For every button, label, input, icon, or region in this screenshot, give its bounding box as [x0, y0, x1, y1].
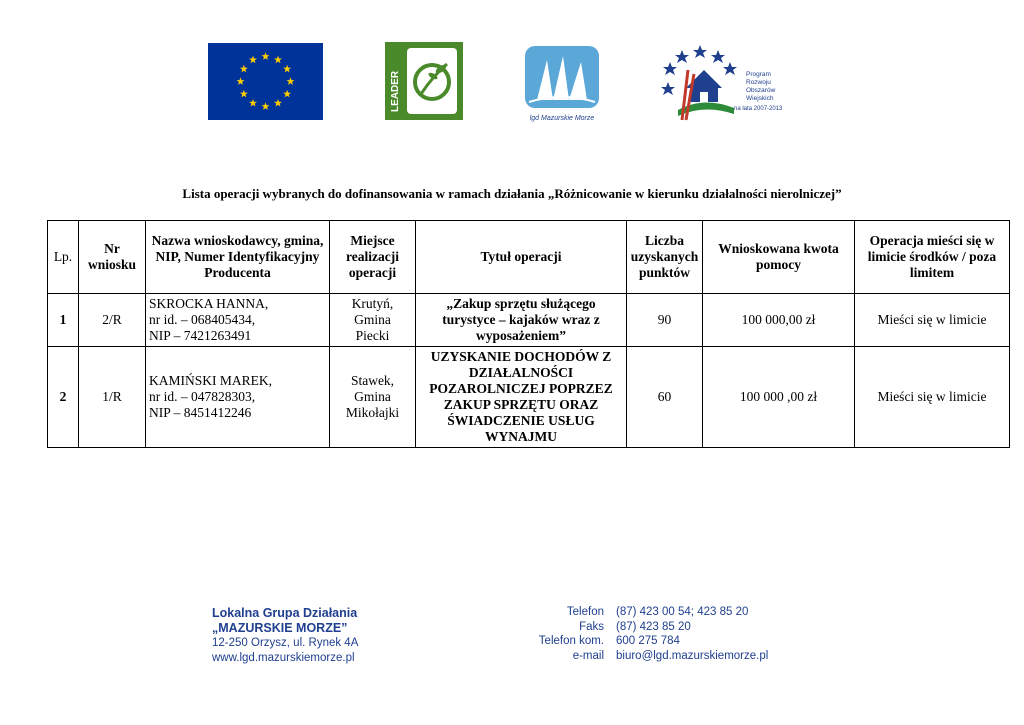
header-tytul: Tytuł operacji	[416, 221, 627, 294]
eu-star-icon	[249, 99, 257, 107]
cell-lp: 1	[48, 294, 79, 347]
eu-star-icon	[287, 77, 295, 85]
contact-row	[520, 605, 768, 620]
table-row	[48, 294, 1010, 347]
contact-value: (87) 423 00 54; 423 85 20	[616, 606, 749, 618]
eu-stars-icon	[208, 43, 323, 120]
contact-label: Telefon	[566, 606, 604, 618]
name-line: KAMIŃSKI MAREK,	[149, 373, 273, 388]
place-line: Mikołajki	[345, 405, 400, 420]
eu-star-icon	[240, 90, 248, 98]
cell-op-title: „Zakup sprzętu służącego turystyce – kajaków wraz z wyposażeniem”	[416, 294, 627, 347]
eu-star-icon	[237, 77, 245, 85]
eu-star-icon	[262, 102, 270, 110]
lgd-logo-text: lgd Mazurskie Morze	[529, 115, 595, 122]
footer-organization	[212, 606, 358, 666]
table-row	[48, 347, 1010, 448]
cell-place	[330, 294, 416, 347]
org-name: Lokalna Grupa Działania	[212, 606, 358, 620]
logo-bar	[0, 40, 1024, 122]
eu-star-icon	[274, 99, 282, 107]
footer-contacts	[520, 605, 768, 663]
header-punkty: Liczba uzyskanych punktów	[627, 221, 703, 294]
cell-lp: 2	[48, 347, 79, 448]
cell-limit: Mieści się w limicie	[855, 347, 1010, 448]
header-miejsce: Miejsce realizacji operacji	[330, 221, 416, 294]
prow-text-1: Program	[746, 71, 771, 78]
cell-amount: 100 000 ,00 zł	[703, 347, 855, 448]
eu-star-icon	[283, 65, 291, 73]
nip-line: NIP – 7421263491	[149, 328, 252, 343]
contact-row	[520, 620, 768, 635]
org-website: www.lgd.mazurskiemorze.pl	[212, 652, 355, 664]
nip-line: NIP – 8451412246	[149, 405, 252, 420]
page-title: Lista operacji wybranych do dofinansowania w ramach działania „Różnicowanie w kierunku działalności nierolniczej”	[182, 186, 842, 201]
prow-text-5: na lata 2007-2013	[734, 106, 783, 112]
id-line: nr id. – 068405434,	[149, 312, 256, 327]
prow-text-4: Wiejskich	[746, 95, 774, 102]
leader-text: LEADER	[390, 70, 401, 112]
cell-amount: 100 000,00 zł	[703, 294, 855, 347]
table-header-row	[48, 221, 1010, 294]
place-line: Gmina	[354, 312, 391, 327]
cell-nr: 1/R	[79, 347, 146, 448]
cell-op-title: UZYSKANIE DOCHODÓW Z DZIAŁALNOŚCI POZAROLNICZEJ POPRZEZ ZAKUP SPRZĘTU ORAZ ŚWIADCZENIE USŁUG WYNAJMU	[416, 347, 627, 448]
header-nazwa: Nazwa wnioskodawcy, gmina, NIP, Numer Identyfikacyjny Producenta	[146, 221, 330, 294]
cell-name	[146, 294, 330, 347]
eu-star-icon	[274, 56, 282, 64]
eu-star-icon	[262, 52, 270, 60]
contact-value: (87) 423 85 20	[616, 620, 691, 633]
prow-text-3: Obszarów	[746, 87, 776, 94]
cell-nr: 2/R	[79, 294, 146, 347]
prow-text-2: Rozwoju	[746, 79, 771, 86]
eu-star-icon	[240, 65, 248, 73]
contact-value: 600 275 784	[616, 635, 680, 647]
prow-logo	[660, 40, 790, 122]
cell-place	[330, 347, 416, 448]
cell-points: 60	[627, 347, 703, 448]
id-line: nr id. – 047828303,	[149, 389, 256, 404]
operations-table	[47, 220, 1010, 448]
header-limit: Operacja mieści się w limicie środków / poza limitem	[855, 221, 1010, 294]
cell-limit: Mieści się w limicie	[855, 294, 1010, 347]
header-kwota: Wnioskowana kwota pomocy	[703, 221, 855, 294]
name-line: SKROCKA HANNA,	[149, 296, 269, 311]
leader-logo	[385, 42, 463, 120]
contact-label: Telefon kom.	[538, 635, 604, 647]
contact-value: biuro@lgd.mazurskiemorze.pl	[616, 649, 769, 662]
org-name-quoted: „MAZURSKIE MORZE”	[212, 621, 348, 635]
eu-star-icon	[283, 90, 291, 98]
eu-star-icon	[249, 56, 257, 64]
header-lp: Lp.	[48, 221, 79, 294]
place-line: Piecki	[355, 328, 390, 343]
cell-name	[146, 347, 330, 448]
cell-points: 90	[627, 294, 703, 347]
contact-label: Faks	[579, 620, 604, 633]
place-line: Krutyń,	[351, 296, 394, 311]
eu-flag-logo	[208, 43, 323, 120]
contact-label: e-mail	[572, 649, 604, 662]
place-line: Gmina	[354, 389, 391, 404]
contact-row	[520, 634, 768, 649]
header-nr-wniosku: Nr wniosku	[79, 221, 146, 294]
place-line: Stawek,	[350, 373, 395, 388]
lgd-mazurskie-morze-logo	[523, 42, 601, 124]
contact-row	[520, 649, 768, 664]
org-address: 12-250 Orzysz, ul. Rynek 4A	[212, 637, 359, 649]
